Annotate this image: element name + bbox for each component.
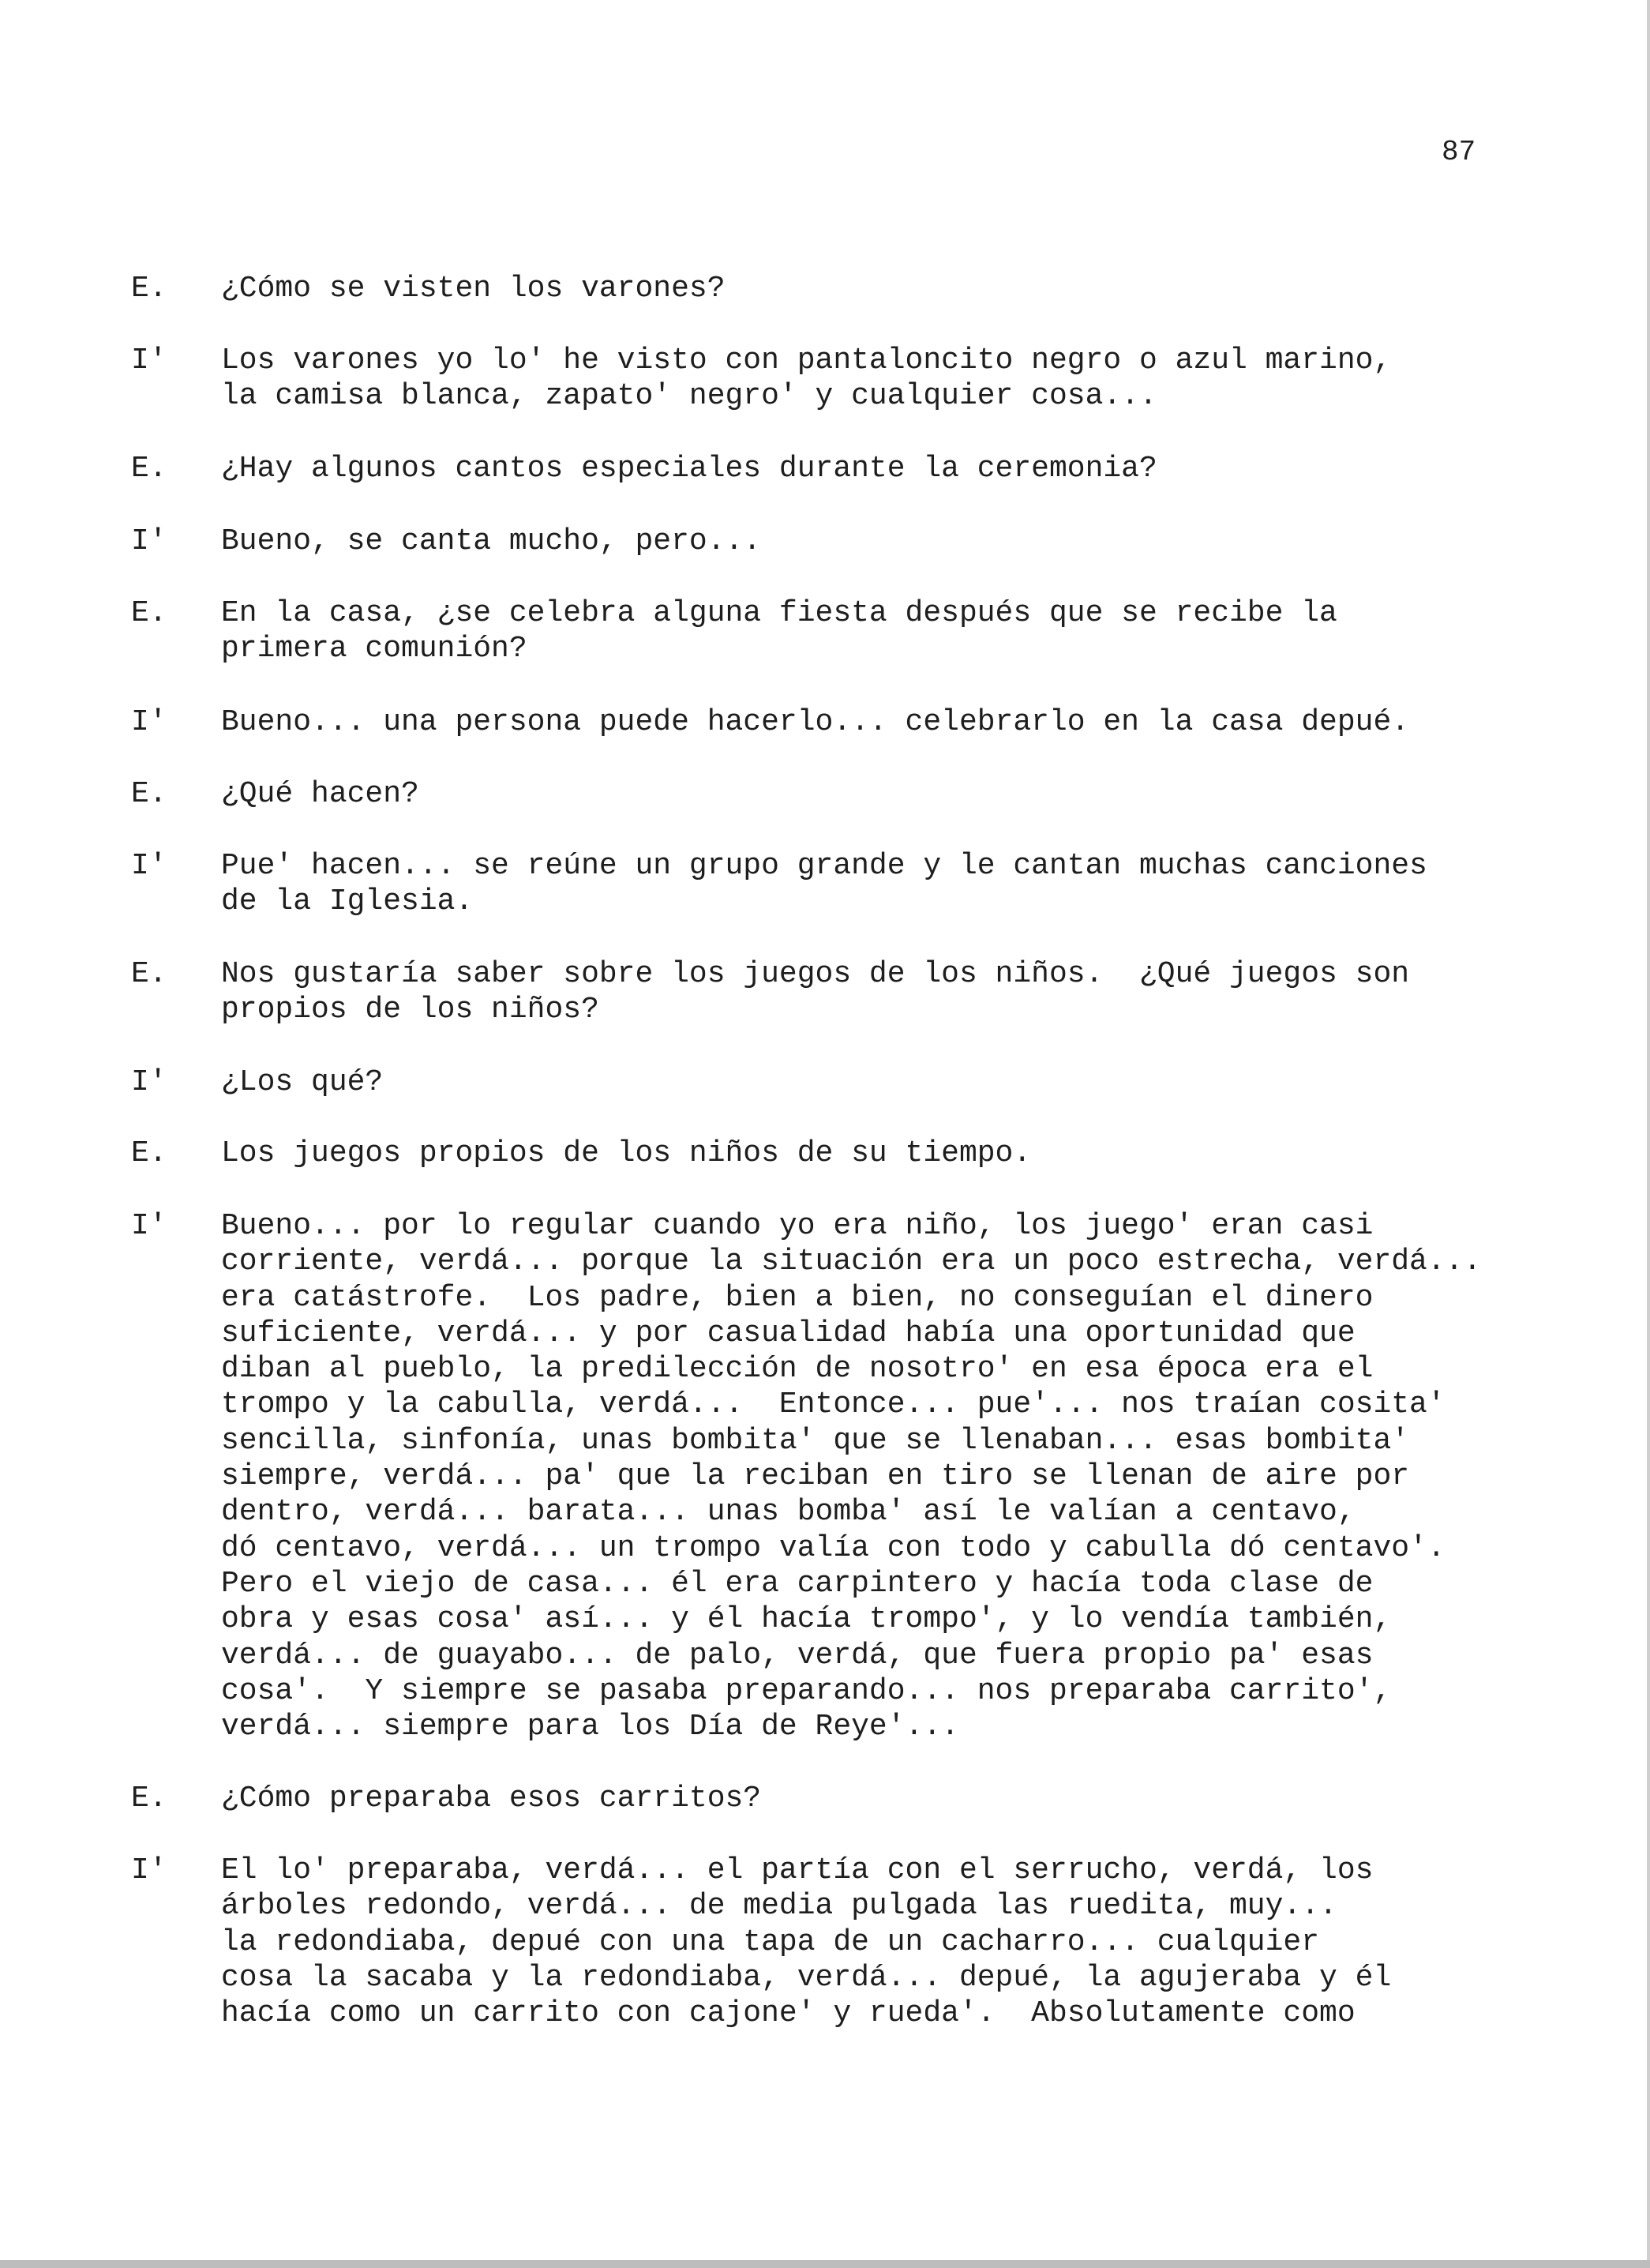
utterance-line: El lo' preparaba, verdá... el partía con el serrucho, verdá, los — [221, 1853, 1374, 1887]
speaker-label: I' — [131, 1209, 167, 1243]
utterance-line: ¿Qué hacen? — [221, 777, 419, 811]
speaker-label: E. — [131, 957, 167, 991]
utterance — [221, 1208, 1595, 1744]
page-bottom-edge — [0, 2260, 1650, 2268]
speaker-label: I' — [131, 344, 167, 377]
utterance-line: propios de los niños? — [221, 993, 599, 1027]
utterance-line: cosa'. Y siempre se pasaba preparando... nos preparaba carrito', — [221, 1673, 1392, 1708]
utterance — [221, 451, 1595, 486]
utterance-line: Nos gustaría saber sobre los juegos de los niños. ¿Qué juegos son — [221, 957, 1410, 991]
utterance-line: primera comunión? — [221, 632, 527, 667]
utterance-line: trompo y la cabulla, verdá... Entonce... pue'... nos traían cosita' — [221, 1387, 1446, 1422]
utterance-line: En la casa, ¿se celebra alguna fiesta después que se recibe la — [221, 596, 1337, 630]
utterance — [221, 1136, 1595, 1171]
utterance-line: Pue' hacen... se reúne un grupo grande y le cantan muchas canciones — [221, 849, 1427, 883]
utterance-line: la redondiaba, depué con una tapa de un cacharro... cualquier — [221, 1924, 1320, 1959]
utterance-line: Bueno, se canta mucho, pero... — [221, 524, 762, 558]
utterance — [221, 956, 1595, 1028]
utterance-line: ¿Los qué? — [221, 1065, 384, 1099]
page-number: 87 — [1442, 136, 1476, 168]
utterance — [221, 524, 1595, 559]
utterance-line: Los varones yo lo' he visto con pantaloncito negro o azul marino, — [221, 344, 1392, 377]
speaker-label: E. — [131, 1782, 167, 1816]
speaker-label: I' — [131, 705, 167, 739]
utterance — [221, 704, 1595, 740]
utterance-line: cosa la sacaba y la redondiaba, verdá... depué, la agujeraba y él — [221, 1960, 1392, 1995]
speaker-label: I' — [131, 1065, 167, 1099]
speaker-label: E. — [131, 452, 167, 486]
utterance-line: suficiente, verdá... y por casualidad había una oportunidad que — [221, 1316, 1356, 1350]
utterance-line: la camisa blanca, zapato' negro' y cualquier cosa... — [221, 379, 1157, 414]
utterance — [221, 848, 1595, 920]
utterance-line: diban al pueblo, la predilección de nosotro' en esa época era el — [221, 1352, 1374, 1387]
speaker-label: E. — [131, 272, 167, 306]
utterance-line: verdá... siempre para los Día de Reye'... — [221, 1710, 959, 1744]
utterance-line: Los juegos propios de los niños de su tiempo. — [221, 1136, 1032, 1170]
utterance — [221, 343, 1595, 415]
page-edge-shadow — [1647, 0, 1650, 2268]
utterance — [221, 1781, 1595, 1816]
utterance-line: corriente, verdá... porque la situación era un poco estrecha, verdá... — [221, 1245, 1482, 1279]
utterance — [221, 271, 1595, 306]
speaker-label: I' — [131, 524, 167, 558]
utterance-line: Bueno... una persona puede hacerlo... celebrarlo en la casa depué. — [221, 705, 1410, 739]
speaker-label: E. — [131, 777, 167, 811]
utterance-line: ¿Cómo preparaba esos carritos? — [221, 1782, 762, 1816]
utterance — [221, 1065, 1595, 1100]
utterance-line: ¿Cómo se visten los varones? — [221, 272, 726, 306]
utterance-line: siempre, verdá... pa' que la reciban en tiro se llenan de aire por — [221, 1459, 1410, 1494]
utterance-line: árboles redondo, verdá... de media pulgada las ruedita, muy... — [221, 1889, 1337, 1924]
speaker-label: E. — [131, 596, 167, 630]
utterance-line: obra y esas cosa' así... y él hacía trompo', y lo vendía también, — [221, 1602, 1392, 1637]
utterance-line: ¿Hay algunos cantos especiales durante la ceremonia? — [221, 452, 1157, 486]
speaker-label: I' — [131, 1853, 167, 1887]
utterance-line: era catástrofe. Los padre, bien a bien, no conseguían el dinero — [221, 1280, 1374, 1315]
utterance-line: dentro, verdá... barata... unas bomba' así le valían a centavo, — [221, 1495, 1356, 1530]
utterance — [221, 595, 1595, 667]
utterance-line: sencilla, sinfonía, unas bombita' que se llenaban... esas bombita' — [221, 1423, 1410, 1458]
utterance — [221, 1853, 1595, 2031]
utterance-line: verdá... de guayabo... de palo, verdá, que fuera propio pa' esas — [221, 1638, 1374, 1673]
utterance — [221, 776, 1595, 812]
utterance-line: Bueno... por lo regular cuando yo era niño, los juego' eran casi — [221, 1209, 1374, 1243]
utterance-line: hacía como un carrito con cajone' y rueda'. Absolutamente como — [221, 1996, 1356, 2031]
speaker-label: I' — [131, 849, 167, 883]
speaker-label: E. — [131, 1136, 167, 1170]
utterance-line: de la Iglesia. — [221, 884, 474, 919]
utterance-line: Pero el viejo de casa... él era carpintero y hacía toda clase de — [221, 1566, 1374, 1601]
utterance-line: dó centavo, verdá... un trompo valía con todo y cabulla dó centavo'. — [221, 1530, 1446, 1565]
